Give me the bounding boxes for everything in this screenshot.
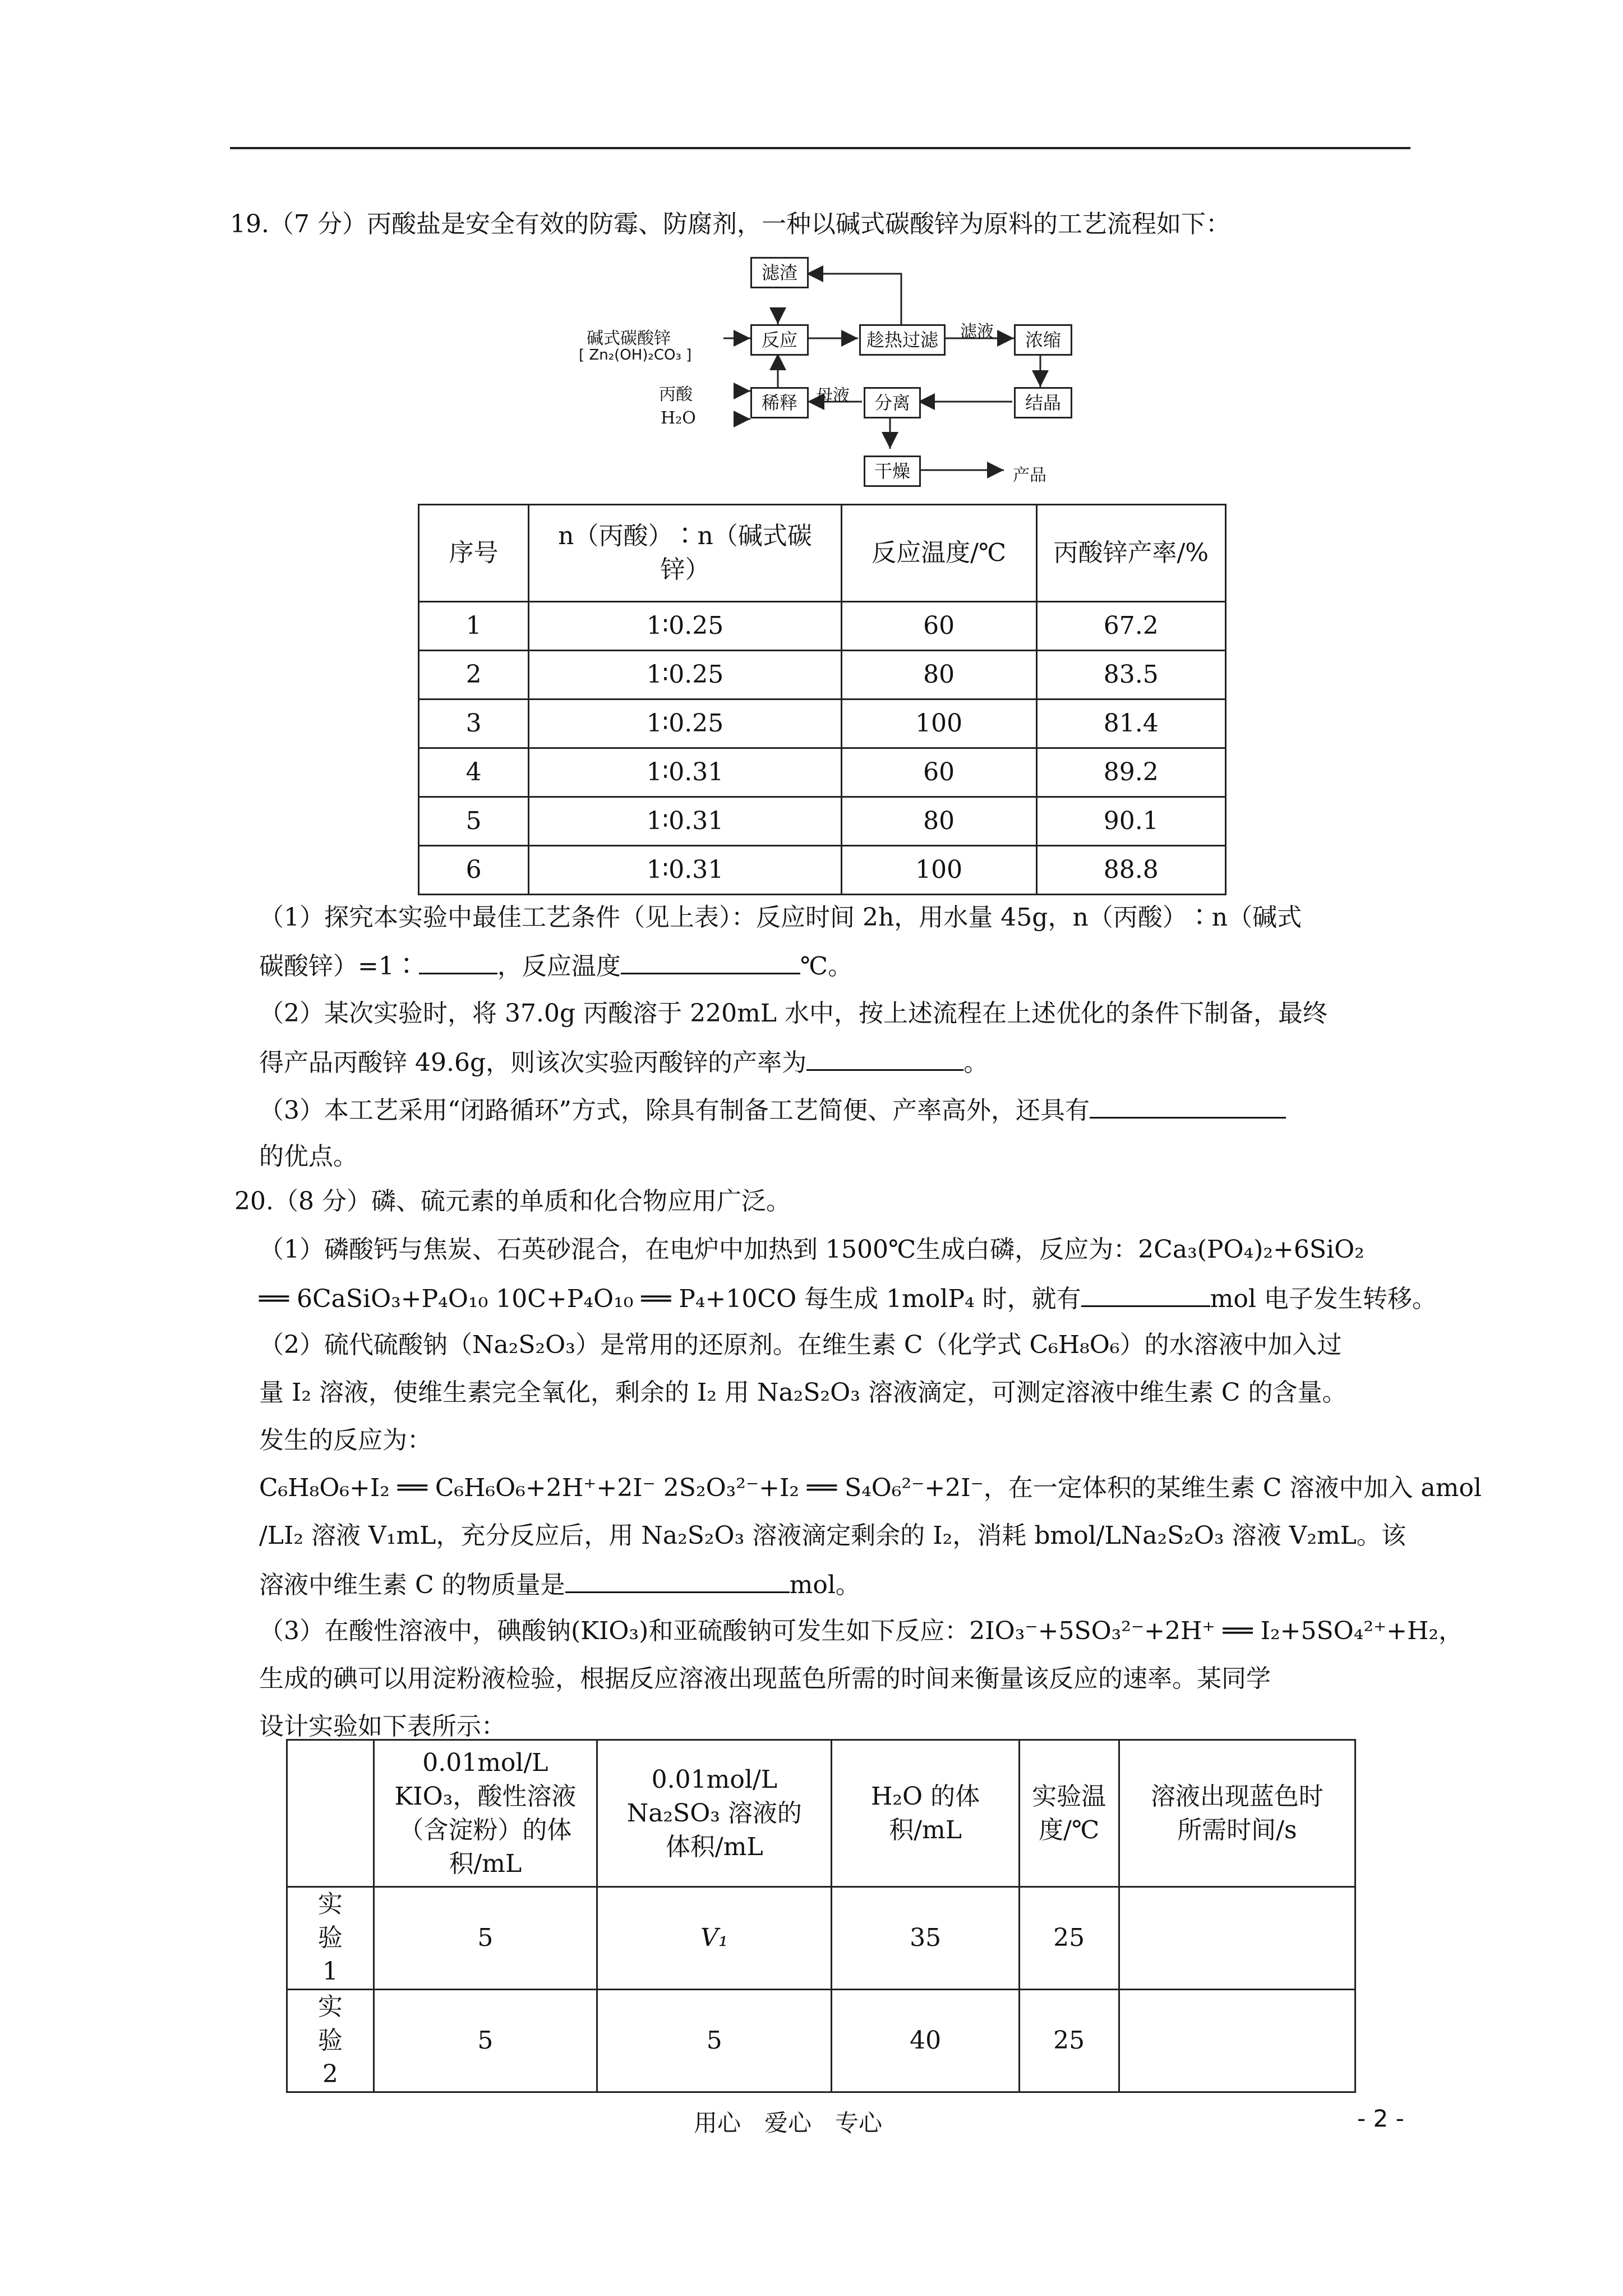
cell: 81.4: [1036, 700, 1225, 748]
label-filtrate: 滤液: [960, 322, 994, 342]
q19-part3-line1: [259, 1092, 1286, 1128]
table-row: [419, 651, 1226, 700]
label-raw-formula: [ Zn₂(OH)₂CO₃ ]: [579, 347, 692, 364]
th-kio3-volume: 0.01mol/L KIO₃，酸性溶液（含淀粉）的体积/mL: [374, 1740, 597, 1887]
answer-blank-vitamin-c[interactable]: [565, 1567, 790, 1593]
th-water-volume: H₂O 的体积/mL: [832, 1740, 1019, 1887]
cell: 89.2: [1036, 748, 1225, 797]
answer-blank-ratio[interactable]: [419, 948, 497, 974]
q19-yield-table: [418, 504, 1227, 895]
cell: 90.1: [1036, 797, 1225, 846]
cell: 100: [841, 700, 1036, 748]
q20-part2-line1: （2）硫代硫酸钠（Na₂S₂O₃）是常用的还原剂。在维生素 C（化学式 C₆H₈O₆）的水溶液中加入过: [259, 1331, 1342, 1359]
q20-part3-line2: 生成的碘可以用淀粉液检验，根据反应溶液出现蓝色所需的时间来衡量该反应的速率。某同学: [259, 1664, 1271, 1693]
q20-part1-text-a: ══ 6CaSiO₃+P₄O₁₀ 10C+P₄O₁₀ ══ P₄+10CO 每生成 1molP₄ 时，就有: [259, 1285, 1081, 1313]
table-row: [419, 602, 1226, 651]
q20-part2-line5: /LI₂ 溶液 V₁mL，充分反应后，用 Na₂S₂O₃ 溶液滴定剩余的 I₂，消耗 bmol/LNa₂S₂O₃ 溶液 V₂mL。该: [259, 1521, 1406, 1550]
q20-part1-line1: （1）磷酸钙与焦炭、石英砂混合，在电炉中加热到 1500℃生成白磷，反应为：2Ca₃(PO₄)₂+6SiO₂: [259, 1235, 1364, 1264]
q20-part2-line6: [259, 1567, 860, 1602]
cell: 1∶0.25: [529, 651, 841, 700]
q19-part3-line2: 的优点。: [259, 1142, 358, 1171]
box-filter-residue: 滤渣: [750, 257, 809, 288]
th-na2so3-volume: 0.01mol/L Na₂SO₃ 溶液的体积/mL: [597, 1740, 832, 1887]
footer-motto: 用心 爱心 专心: [694, 2109, 883, 2137]
q20-part2-line4: C₆H₈O₆+I₂ ══ C₆H₆O₆+2H⁺+2I⁻ 2S₂O₃²⁻+I₂ ══ S₄O₆²⁻+2I⁻，在一定体积的某维生素 C 溶液中加入 amol: [259, 1474, 1482, 1502]
box-dry: 干燥: [864, 455, 921, 487]
th-temperature: 反应温度/℃: [841, 505, 1036, 602]
label-product: 产品: [1013, 466, 1046, 485]
process-flow-diagram: [0, 0, 1623, 505]
q19-part1-line1: （1）探究本实验中最佳工艺条件（见上表）：反应时间 2h，用水量 45g，n（丙酸）∶n（碱式: [259, 903, 1302, 932]
th-time-to-blue: 溶液出现蓝色时所需时间/s: [1119, 1740, 1355, 1887]
cell: 2: [419, 651, 529, 700]
answer-blank-electrons[interactable]: [1081, 1281, 1210, 1307]
cell: 40: [832, 1990, 1019, 2092]
box-separate: 分离: [864, 387, 921, 418]
cell: 1∶0.31: [529, 797, 841, 846]
cell: 25: [1019, 1990, 1119, 2092]
box-hot-filtration: 趁热过滤: [859, 324, 946, 356]
cell: 100: [841, 846, 1036, 895]
table-row: [419, 846, 1226, 895]
th-ratio: n（丙酸）∶n（碱式碳锌）: [529, 505, 841, 602]
cell: 5: [374, 1887, 597, 1990]
table-row: [419, 748, 1226, 797]
q20-part3-line3: 设计实验如下表所示：: [259, 1712, 506, 1741]
cell: 6: [419, 846, 529, 895]
cell: 4: [419, 748, 529, 797]
q20-part2-text-a: 溶液中维生素 C 的物质量是: [259, 1571, 565, 1599]
cell: 3: [419, 700, 529, 748]
q20-part1-line2: [259, 1281, 1437, 1316]
q19-part1-line2: [259, 948, 852, 983]
answer-blank-advantage[interactable]: [1090, 1092, 1286, 1119]
table-row: [287, 1887, 1355, 1990]
cell: 88.8: [1036, 846, 1225, 895]
page-number: - 2 -: [1357, 2105, 1404, 2132]
cell: 1: [419, 602, 529, 651]
box-reaction: 反应: [750, 324, 809, 356]
cell: V₁: [597, 1887, 832, 1990]
cell: 25: [1019, 1887, 1119, 1990]
q19-part2-text-a: 得产品丙酸锌 49.6g，则该次实验丙酸锌的产率为: [259, 1048, 807, 1077]
cell[interactable]: [1119, 1990, 1355, 2092]
label-propionic-acid: 丙酸: [659, 385, 693, 404]
q20-part3-line1: （3）在酸性溶液中，碘酸钠(KIO₃)和亚硫酸钠可发生如下反应：2IO₃⁻+5SO₃²⁻+2H⁺ ══ I₂+5SO₄²⁺+H₂，: [259, 1617, 1464, 1645]
th-experiment-temperature: 实验温度/℃: [1019, 1740, 1119, 1887]
q20-part1-text-b: mol 电子发生转移。: [1210, 1285, 1437, 1313]
th-yield: 丙酸锌产率/%: [1036, 505, 1225, 602]
th-blank: [287, 1740, 374, 1887]
q20-part2-line3: 发生的反应为：: [259, 1426, 432, 1455]
cell: 80: [841, 797, 1036, 846]
cell: 5: [597, 1990, 832, 2092]
q20-part2-line2: 量 I₂ 溶液，使维生素完全氧化，剩余的 I₂ 用 Na₂S₂O₃ 溶液滴定，可测定溶液中维生素 C 的含量。: [259, 1378, 1347, 1407]
cell: 60: [841, 602, 1036, 651]
answer-blank-yield[interactable]: [806, 1045, 963, 1071]
cell: 1∶0.31: [529, 846, 841, 895]
label-water: H₂O: [661, 408, 696, 428]
q19-part2-text-b: 。: [963, 1048, 989, 1077]
box-dilute: 稀释: [750, 387, 809, 418]
label-raw-material: 碱式碳酸锌: [587, 329, 671, 348]
table-row: [287, 1990, 1355, 2092]
cell: 60: [841, 748, 1036, 797]
q19-part1-text-c: ℃。: [800, 952, 853, 981]
q19-part1-text-b: ，反应温度: [497, 952, 621, 981]
q20-part2-text-b: mol。: [789, 1571, 860, 1599]
box-crystallize: 结晶: [1014, 387, 1072, 418]
cell: 5: [374, 1990, 597, 2092]
q20-title: 20.（8 分）磷、硫元素的单质和化合物应用广泛。: [234, 1187, 791, 1216]
cell: 1∶0.31: [529, 748, 841, 797]
q19-part2-line2: [259, 1045, 988, 1080]
cell: 实验2: [287, 1990, 374, 2092]
cell: 1∶0.25: [529, 602, 841, 651]
cell: 67.2: [1036, 602, 1225, 651]
q19-part3-text-a: （3）本工艺采用“闭路循环”方式，除具有制备工艺简便、产率高外，还具有: [259, 1096, 1090, 1125]
table-row: [419, 797, 1226, 846]
answer-blank-temperature[interactable]: [621, 948, 800, 974]
cell: 5: [419, 797, 529, 846]
box-concentrate: 浓缩: [1014, 324, 1072, 356]
cell: 35: [832, 1887, 1019, 1990]
q19-part2-line1: （2）某次实验时，将 37.0g 丙酸溶于 220mL 水中，按上述流程在上述优化的条件下制备，最终: [259, 999, 1327, 1028]
q19-title: 19.（7 分）丙酸盐是安全有效的防霉、防腐剂，一种以碱式碳酸锌为原料的工艺流程如下：: [230, 210, 1230, 238]
q20-experiment-table: [286, 1739, 1356, 2093]
cell: 实验1: [287, 1887, 374, 1990]
th-index: 序号: [419, 505, 529, 602]
cell: 1∶0.25: [529, 700, 841, 748]
cell: 80: [841, 651, 1036, 700]
cell[interactable]: [1119, 1887, 1355, 1990]
label-mother-liquor: 母液: [816, 386, 850, 406]
cell: 83.5: [1036, 651, 1225, 700]
table-row: [419, 700, 1226, 748]
q19-part1-text-a: 碳酸锌）=1∶: [259, 952, 419, 981]
